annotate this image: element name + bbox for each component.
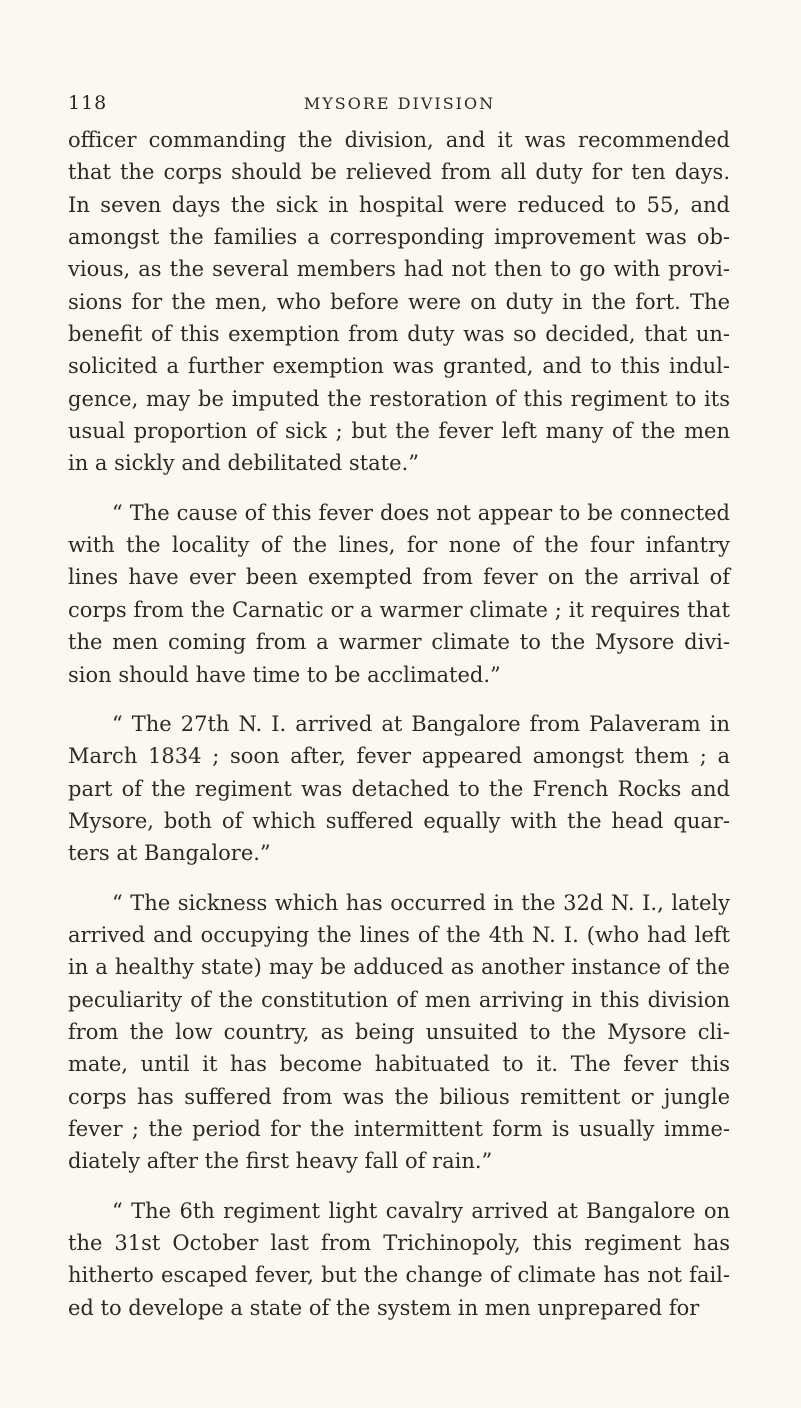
paragraph-5: “ The 6th regiment light cavalry arrived at Bangalore on the 31st October last from Trichinopoly, this regiment has hitherto escaped fever, but the change of climate has not fail- ed to develope a state of the system in men unprepared for [68, 1198, 730, 1320]
page-number: 118 [68, 92, 108, 114]
paragraph-1: officer commanding the division, and it was recommended that the corps should be relieved from all duty for ten days. In seven days the sick in hospital were reduced to 55, and amongst the families a corresponding improvement was ob- vious, as the several members had not then to go with provi- sions for the men, who before were on duty in the fort. The benefit of this exemption from duty was so decided, that un- solicited a further exemption was granted, and to this indul- gence, may be imputed the restoration of this regiment to its usual proportion of sick ; but the fever left many of the men in a sickly and debilitated state.” [68, 128, 730, 476]
running-head [68, 92, 731, 122]
paragraph-4: “ The sickness which has occurred in the 32d N. I., lately arrived and occupying the lines of the 4th N. I. (who had left in a healthy state) may be adduced as another instance of the peculiarity of the constitution of men arriving in this division from the low country, as being unsuited to the Mysore cli- mate, until it has become habituated to it. The fever this corps has suffered from was the bilious remittent or jungle fever ; the period for the intermittent form is usually imme- diately after the first heavy fall of rain.” [68, 890, 730, 1174]
paragraph-2: “ The cause of this fever does not appear to be connected with the locality of the lines, for none of the four infantry lines have ever been exempted from fever on the arrival of corps from the Carnatic or a warmer climate ; it requires that the men coming from a warmer climate to the Mysore divi- sion should have time to be acclimated.” [68, 500, 730, 687]
running-title: MYSORE DIVISION [303, 94, 496, 113]
paragraph-3: “ The 27th N. I. arrived at Bangalore from Palaveram in March 1834 ; soon after, fever appeared amongst them ; a part of the regiment was detached to the French Rocks and Mysore, both of which suffered equally with the head quar- ters at Bangalore.” [68, 711, 730, 866]
body-text [68, 124, 730, 1324]
